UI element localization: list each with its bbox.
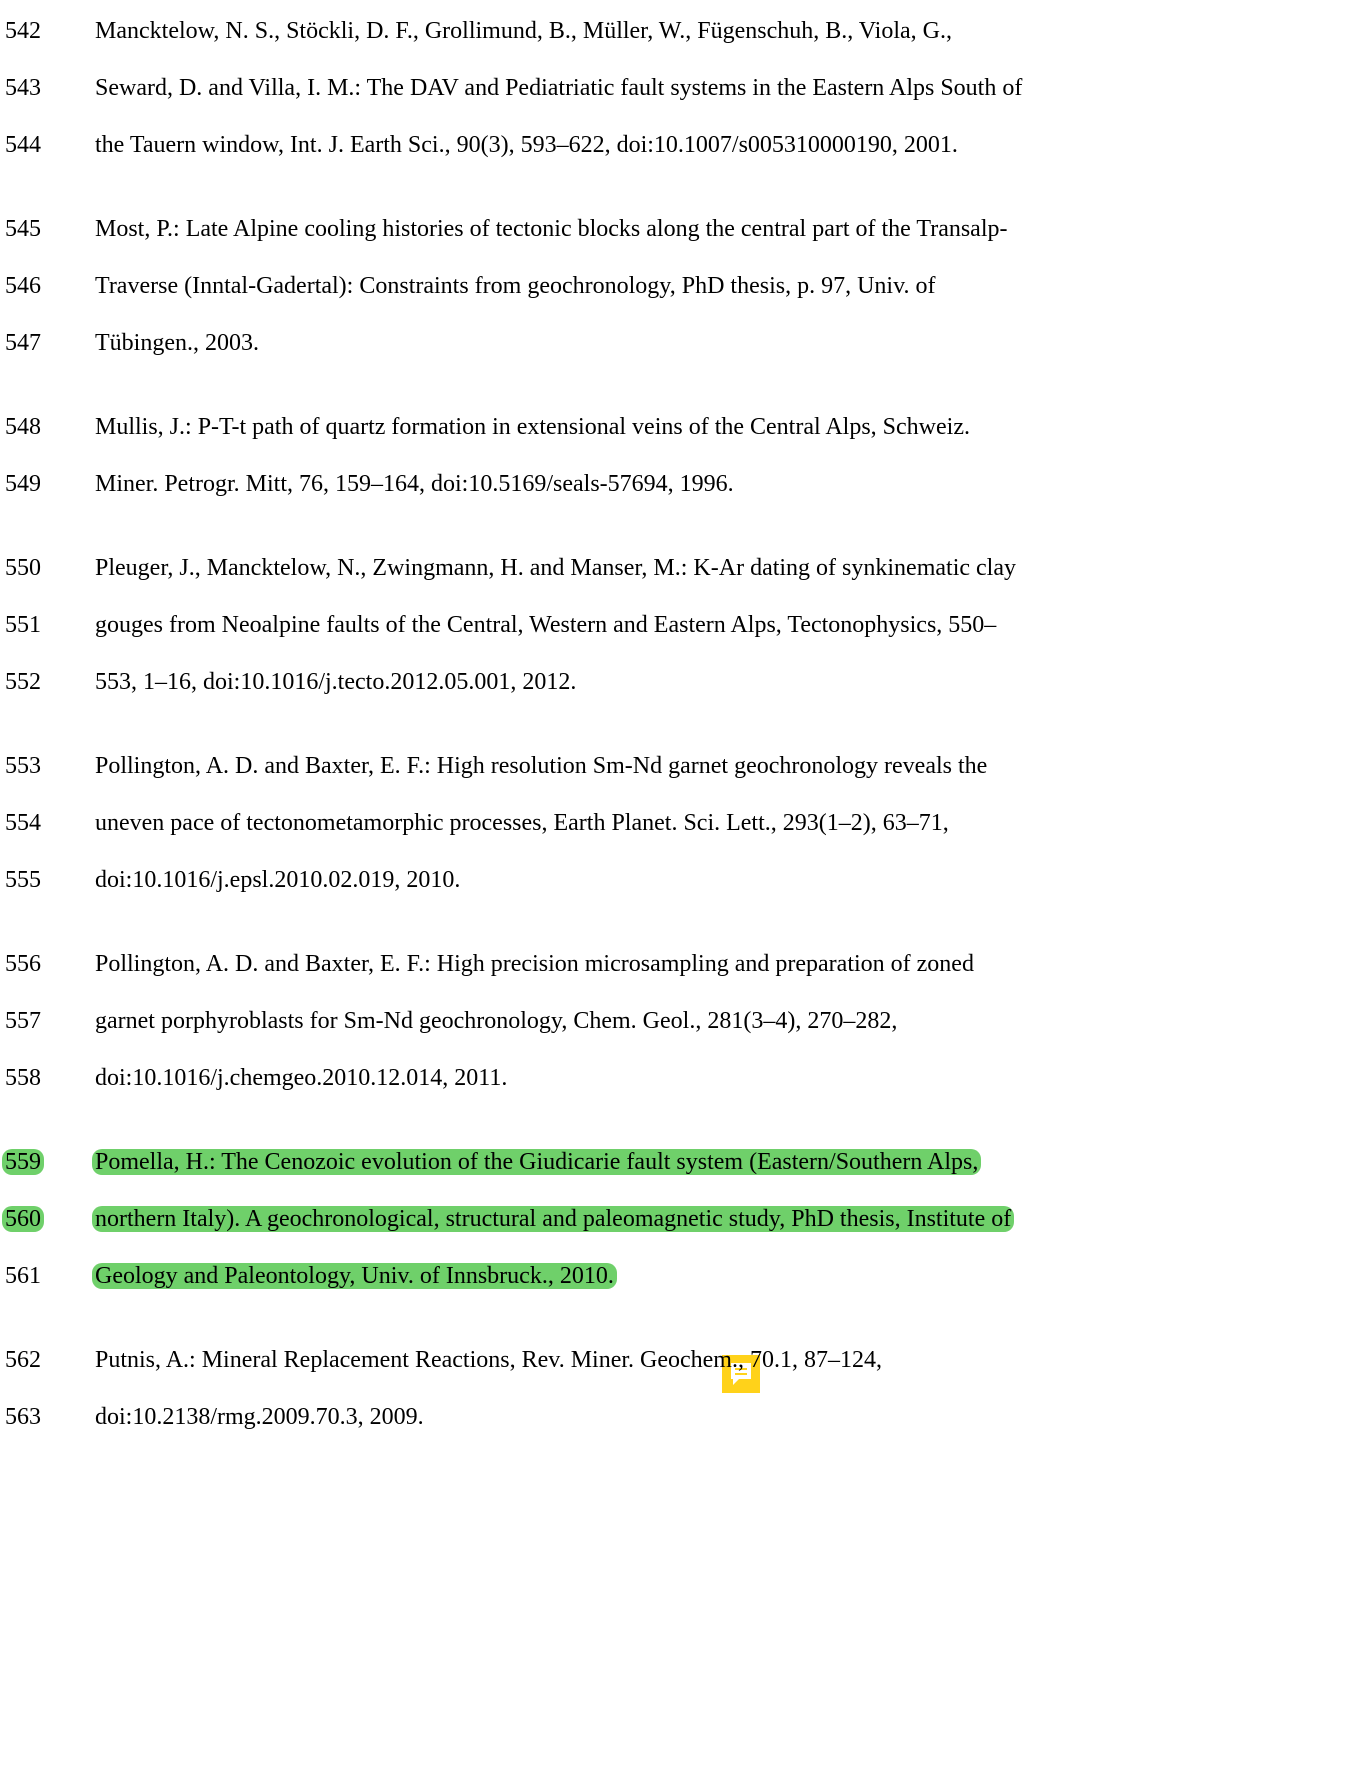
reference-line [0, 548, 1357, 588]
line-number: 549 [5, 471, 41, 497]
line-number[interactable]: 559 [2, 1149, 44, 1175]
reference-line [0, 407, 1357, 447]
line-number: 547 [5, 330, 41, 356]
line-number: 545 [5, 216, 41, 242]
line-number: 561 [5, 1263, 41, 1289]
reference-line [0, 860, 1357, 900]
highlighted-reference-text[interactable]: northern Italy). A geochronological, structural and paleomagnetic study, PhD thesis, Institute of [92, 1206, 1014, 1232]
line-number: 562 [5, 1347, 41, 1373]
line-number: 553 [5, 753, 41, 779]
line-number: 550 [5, 555, 41, 581]
reference-text: uneven pace of tectonometamorphic processes, Earth Planet. Sci. Lett., 293(1–2), 63–71, [95, 810, 949, 836]
line-number: 554 [5, 810, 41, 836]
highlighted-reference-text[interactable]: Geology and Paleontology, Univ. of Innsbruck., 2010. [92, 1263, 617, 1289]
reference-text: 553, 1–16, doi:10.1016/j.tecto.2012.05.001, 2012. [95, 669, 577, 695]
reference-text: Putnis, A.: Mineral Replacement Reactions, Rev. Miner. Geochem., 70.1, 87–124, [95, 1347, 882, 1373]
reference-text: the Tauern window, Int. J. Earth Sci., 90(3), 593–622, doi:10.1007/s005310000190, 2001. [95, 132, 958, 158]
reference-line [0, 605, 1357, 645]
reference-line [0, 125, 1357, 165]
reference-text: Most, P.: Late Alpine cooling histories of tectonic blocks along the central part of the Transalp- [95, 216, 1008, 242]
line-number: 551 [5, 612, 41, 638]
reference-line [0, 1397, 1357, 1437]
reference-text: Mancktelow, N. S., Stöckli, D. F., Grollimund, B., Müller, W., Fügenschuh, B., Viola, G., [95, 18, 953, 44]
line-number: 552 [5, 669, 41, 695]
reference-text: Pollington, A. D. and Baxter, E. F.: High precision microsampling and preparation of zoned [95, 951, 974, 977]
reference-line [0, 68, 1357, 108]
line-number[interactable]: 560 [2, 1206, 44, 1232]
line-number: 548 [5, 414, 41, 440]
line-number: 544 [5, 132, 41, 158]
reference-line [0, 209, 1357, 249]
reference-text: Mullis, J.: P-T-t path of quartz formation in extensional veins of the Central Alps, Schweiz. [95, 414, 970, 440]
highlighted-reference-line[interactable] [0, 1199, 1357, 1239]
reference-line [0, 1058, 1357, 1098]
reference-text: doi:10.2138/rmg.2009.70.3, 2009. [95, 1404, 424, 1430]
reference-line [0, 323, 1357, 363]
reference-text: Traverse (Inntal-Gadertal): Constraints from geochronology, PhD thesis, p. 97, Univ. of [95, 273, 936, 299]
reference-text: doi:10.1016/j.chemgeo.2010.12.014, 2011. [95, 1065, 508, 1091]
reference-text: Pollington, A. D. and Baxter, E. F.: High resolution Sm-Nd garnet geochronology reveals the [95, 753, 988, 779]
line-number: 556 [5, 951, 41, 977]
reference-text: Pleuger, J., Mancktelow, N., Zwingmann, H. and Manser, M.: K-Ar dating of synkinematic clay [95, 555, 1016, 581]
reference-text: Tübingen., 2003. [95, 330, 259, 356]
reference-text: gouges from Neoalpine faults of the Central, Western and Eastern Alps, Tectonophysics, 550– [95, 612, 997, 638]
reference-line [0, 662, 1357, 702]
reference-text: Miner. Petrogr. Mitt, 76, 159–164, doi:10.5169/seals-57694, 1996. [95, 471, 734, 497]
line-number: 555 [5, 867, 41, 893]
reference-line [0, 11, 1357, 51]
highlighted-reference-line[interactable] [0, 1142, 1357, 1182]
reference-line [0, 1340, 1357, 1380]
reference-line [0, 746, 1357, 786]
reference-text: doi:10.1016/j.epsl.2010.02.019, 2010. [95, 867, 461, 893]
highlighted-reference-line[interactable] [0, 1256, 1357, 1296]
line-number: 557 [5, 1008, 41, 1034]
reference-line [0, 464, 1357, 504]
line-number: 542 [5, 18, 41, 44]
reference-text: Seward, D. and Villa, I. M.: The DAV and Pediatriatic fault systems in the Eastern Alps South of [95, 75, 1023, 101]
reference-line [0, 803, 1357, 843]
reference-text: garnet porphyroblasts for Sm-Nd geochronology, Chem. Geol., 281(3–4), 270–282, [95, 1008, 898, 1034]
highlighted-reference-text[interactable]: Pomella, H.: The Cenozoic evolution of the Giudicarie fault system (Eastern/Southern Alps, [92, 1149, 981, 1175]
line-number: 546 [5, 273, 41, 299]
line-number: 563 [5, 1404, 41, 1430]
reference-line [0, 1001, 1357, 1041]
line-number: 558 [5, 1065, 41, 1091]
reference-line [0, 944, 1357, 984]
reference-line [0, 266, 1357, 306]
line-number: 543 [5, 75, 41, 101]
